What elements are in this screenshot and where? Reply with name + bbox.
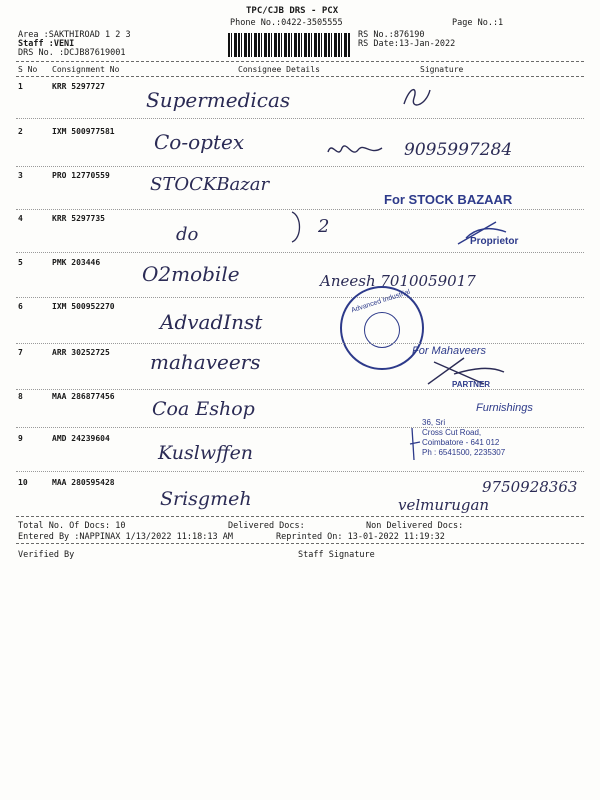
consignment-number: MAA 280595428 [52, 478, 115, 487]
handwritten-consignee: O2mobile [142, 262, 240, 286]
col-consignee: Consignee Details [238, 65, 320, 74]
handwritten-consignee: AdvadInst [160, 310, 263, 334]
consignment-number: KRR 5297727 [52, 82, 105, 91]
consignment-number: IXM 500977581 [52, 127, 115, 136]
non-delivered-docs: Non Delivered Docs: [366, 521, 464, 531]
phone-number: Phone No.:0422-3505555 [230, 18, 343, 28]
furnishings-address-2: Cross Cut Road, [422, 428, 482, 437]
rs-number: RS No.:876190 [358, 30, 425, 40]
proprietor-label: Proprietor [470, 236, 519, 247]
row-divider [16, 297, 584, 298]
staff-field: Staff :VENI [18, 39, 75, 49]
row-divider [16, 343, 584, 344]
advanced-industrial-seal [340, 286, 424, 370]
stock-bazaar-stamp: For STOCK BAZAAR [384, 192, 513, 207]
handwritten-phone: 9750928363 [482, 478, 578, 496]
handwritten-consignee: do [176, 224, 199, 245]
row-divider [16, 118, 584, 119]
rs-date: RS Date:13-Jan-2022 [358, 39, 456, 49]
divider [16, 76, 584, 77]
staff-signature: Staff Signature [298, 550, 375, 560]
divider [16, 61, 584, 62]
row-divider [16, 166, 584, 167]
handwritten-consignee: Co-optex [154, 130, 245, 154]
handwritten-phone: 9095997284 [404, 140, 513, 160]
divider [16, 543, 584, 544]
col-sno: S No [18, 65, 38, 74]
handwritten-consignee: Srisgmeh [160, 488, 252, 510]
row-number: 8 [18, 392, 23, 401]
col-signature: Signature [420, 65, 464, 74]
consignment-number: IXM 500952270 [52, 302, 115, 311]
furnishings-address-3: Coimbatore - 641 012 [422, 438, 500, 447]
entered-by: Entered By :NAPPINAX 1/13/2022 11:18:13 AM [18, 532, 233, 542]
row-number: 7 [18, 348, 23, 357]
total-docs: Total No. Of Docs: 10 [18, 521, 126, 531]
reprinted-on: Reprinted On: 13-01-2022 11:19:32 [276, 532, 445, 542]
signature-scribble [326, 138, 384, 162]
consignment-number: AMD 24239604 [52, 434, 110, 443]
row-number: 5 [18, 258, 23, 267]
divider [16, 516, 584, 517]
row-number: 3 [18, 171, 23, 180]
area-field: Area :SAKTHIROAD 1 2 3 [18, 30, 131, 40]
document-title: TPC/CJB DRS - PCX [246, 6, 339, 16]
consignment-number: MAA 286877456 [52, 392, 115, 401]
handwritten-mark: 2 [318, 216, 330, 237]
handwritten-consignee: mahaveers [150, 350, 261, 374]
row-number: 6 [18, 302, 23, 311]
row-divider [16, 427, 584, 428]
barcode [228, 33, 350, 57]
consignment-number: PMK 203446 [52, 258, 101, 267]
seal-text: Advanced Industrial [350, 288, 412, 315]
furnishings-stamp: Furnishings [476, 402, 533, 414]
handwritten-consignee: Supermedicas [146, 88, 291, 112]
drs-number: DRS No. :DCJB87619001 [18, 48, 126, 58]
signature-scribble [400, 84, 434, 114]
row-number: 10 [18, 478, 28, 487]
handwritten-consignee: Coa Eshop [152, 398, 255, 420]
row-divider [16, 389, 584, 390]
consignment-number: ARR 30252725 [52, 348, 110, 357]
mahaveers-stamp: For Mahaveers [412, 345, 486, 357]
row-divider [16, 252, 584, 253]
bracket-mark [290, 210, 306, 244]
furnishings-phone: Ph : 6541500, 2235307 [422, 448, 506, 457]
handwritten-contact: Aneesh 7010059017 [320, 272, 476, 290]
furnishings-address-1: 36, Sri [422, 418, 446, 427]
handwritten-consignee: STOCKBazar [150, 174, 270, 195]
row-divider [16, 471, 584, 472]
consignment-number: PRO 12770559 [52, 171, 110, 180]
row-number: 1 [18, 82, 23, 91]
consignment-number: KRR 5297735 [52, 214, 105, 223]
col-consignment: Consignment No [52, 65, 120, 74]
row-number: 9 [18, 434, 23, 443]
partner-label: PARTNER [452, 380, 491, 389]
delivered-docs: Delivered Docs: [228, 521, 305, 531]
page-number: Page No.:1 [452, 18, 504, 28]
verified-by: Verified By [18, 550, 75, 560]
row-number: 4 [18, 214, 23, 223]
handwritten-consignee: Kuslwffen [158, 442, 254, 464]
handwritten-signature: velmurugan [398, 496, 490, 514]
row-number: 2 [18, 127, 23, 136]
signature-stroke [408, 426, 422, 462]
